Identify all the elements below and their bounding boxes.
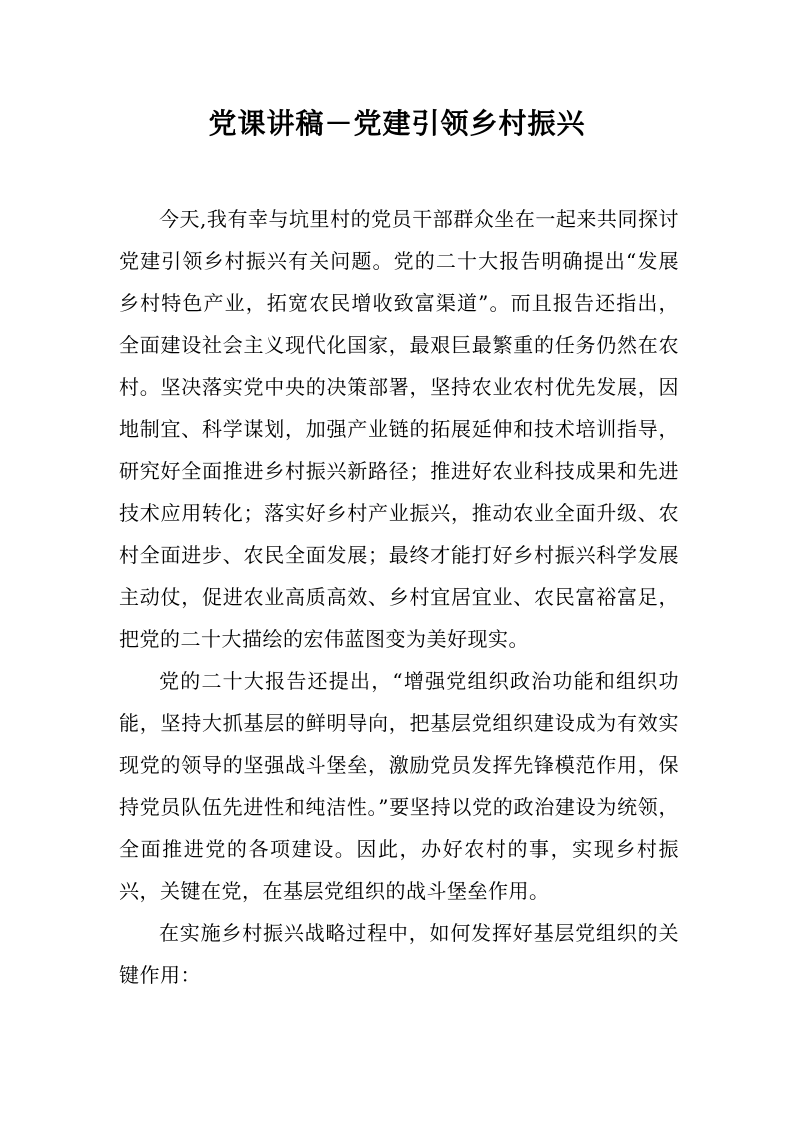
paragraph-party-building: 党的二十大报告还提出，“增强党组织政治功能和组织功能，坚持大抓基层的鲜明导向，把基层党组织建设成为有效实现党的领导的坚强战斗堡垒，激励党员发挥先锋模范作用，保持党员队伍先进性和纯洁性。”要坚持以党的政治建设为统领，全面推进党的各项建设。因此，办好农村的事，实现乡村振兴，关键在党，在基层党组织的战斗堡垒作用。	[119, 669, 679, 903]
paragraph-key-role: 在实施乡村振兴战略过程中，如何发挥好基层党组织的关键作用：	[119, 921, 679, 987]
document-title: 党课讲稿－党建引领乡村振兴	[208, 107, 586, 140]
document-body	[119, 198, 679, 996]
paragraph-intro: 今天,我有幸与坑里村的党员干部群众坐在一起来共同探讨党建引领乡村振兴有关问题。党的二十大报告明确提出“发展乡村特色产业，拓宽农民增收致富渠道”。而且报告还指出，全面建设社会主义现代化国家，最艰巨最繁重的任务仍然在农村。坚决落实党中央的决策部署，坚持农业农村优先发展，因地制宜、科学谋划，加强产业链的拓展延伸和技术培训指导，研究好全面推进乡村振兴新路径；推进好农业科技成果和先进技术应用转化；落实好乡村产业振兴，推动农业全面升级、农村全面进步、农民全面发展；最终才能打好乡村振兴科学发展主动仗，促进农业高质高效、乡村宜居宜业、农民富裕富足，把党的二十大描绘的宏伟蓝图变为美好现实。	[119, 207, 679, 651]
